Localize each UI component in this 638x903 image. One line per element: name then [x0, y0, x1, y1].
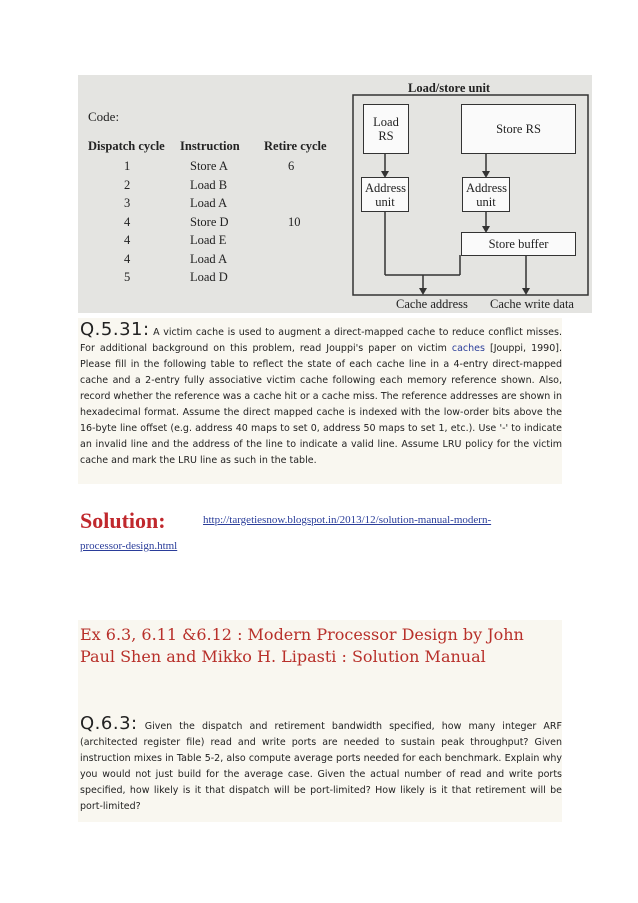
store-rs-box — [461, 104, 576, 154]
question-6-3-text: Given the dispatch and retirement bandwidth specified, how many integer ARF (architected register file) read and write ports are needed to sustain peak throughput? Given instruction mixes in Table 5-2, also compute average ports needed for each benchmark. Explain why you would not just build for the average case. Given the actual number of read and write ports specified, how likely is it that dispatch will be port-limited? How likely is it that retirement will be port-limited? — [80, 721, 562, 812]
store-buffer-box — [461, 232, 576, 256]
cache-address-label: Cache address — [396, 297, 468, 311]
solution-link-line2[interactable]: processor-design.html — [80, 540, 178, 552]
solution-label: Solution: — [80, 508, 166, 533]
col-dispatch: Dispatch cycle — [88, 139, 165, 153]
address-unit-1-box — [361, 177, 409, 212]
dispatch-cell: 3 — [124, 196, 131, 210]
question-5-31-body — [78, 318, 562, 469]
instruction-cell: Load A — [190, 251, 228, 266]
exercise-heading-block — [78, 620, 562, 712]
store-rs-label: Store RS — [496, 122, 541, 136]
question-5-31 — [78, 318, 562, 484]
dispatch-cell: 2 — [124, 177, 131, 192]
instruction-cell: Load A — [190, 196, 228, 210]
question-6-3-body — [78, 712, 562, 815]
retire-cell: 6 — [288, 159, 295, 173]
code-label: Code: — [88, 109, 120, 124]
load-rs-label: Load RS — [373, 115, 399, 143]
dispatch-cell: 5 — [124, 270, 131, 284]
dispatch-cell: 4 — [124, 214, 131, 229]
lsu-header: Load/store unit — [408, 81, 491, 95]
question-5-31-heading: Q.5.31: — [80, 319, 150, 340]
instruction-cell: Store D — [190, 214, 229, 229]
instruction-cell: Store A — [190, 159, 228, 173]
col-instruction: Instruction — [180, 139, 240, 153]
retire-cell: 10 — [288, 214, 301, 229]
instruction-cell: Load D — [190, 270, 228, 284]
instruction-cell: Load B — [190, 177, 228, 192]
solution-link-line1[interactable]: http://targetiesnow.blogspot.in/2013/12/solution-manual-modern- — [203, 514, 492, 526]
col-retire: Retire cycle — [264, 139, 327, 153]
question-6-3 — [78, 712, 562, 822]
question-6-3-heading: Q.6.3: — [80, 713, 138, 734]
address-unit-1-label: Address unit — [365, 180, 406, 209]
exercise-title: Ex 6.3, 6.11 &6.12 : Modern Processor Design by John Paul Shen and Mikko H. Lipasti : Solution Manual — [80, 625, 524, 666]
address-unit-2-label: Address unit — [466, 180, 507, 209]
dispatch-cell: 4 — [124, 233, 131, 247]
load-rs-box — [363, 104, 409, 154]
caches-link[interactable]: caches — [451, 343, 485, 354]
instruction-cell: Load E — [190, 233, 227, 247]
question-5-31-text-b: [Jouppi, 1990]. Please fill in the following table to reflect the state of each cache line in a 4-entry direct-mapped cache and a 2-entry fully associative victim cache following each memory reference shown. Also, record whether the reference was a cache hit or a cache miss. The reference addresses are shown in hexadecimal format. Assume the direct mapped cache is indexed with the low-order bits above the 16-byte line offset (e.g. address 40 maps to set 0, address 50 maps to set 1, etc.). Use '-' to indicate an invalid line and the address of the line to indicate a valid line. Assume LRU policy for the victim cache and mark the LRU line as such in the table. — [80, 343, 562, 466]
question-5-31-text-a: A victim cache is used to augment a direct-mapped cache to reduce conflict misses. For additional background on this problem, read Jouppi's paper on victim — [80, 327, 562, 354]
address-unit-2-box — [462, 177, 510, 212]
dispatch-cell: 1 — [124, 159, 131, 173]
cache-write-data-label: Cache write data — [490, 297, 574, 311]
figure-load-store-unit — [78, 75, 592, 313]
dispatch-cell: 4 — [124, 251, 131, 266]
store-buffer-label: Store buffer — [488, 237, 549, 251]
